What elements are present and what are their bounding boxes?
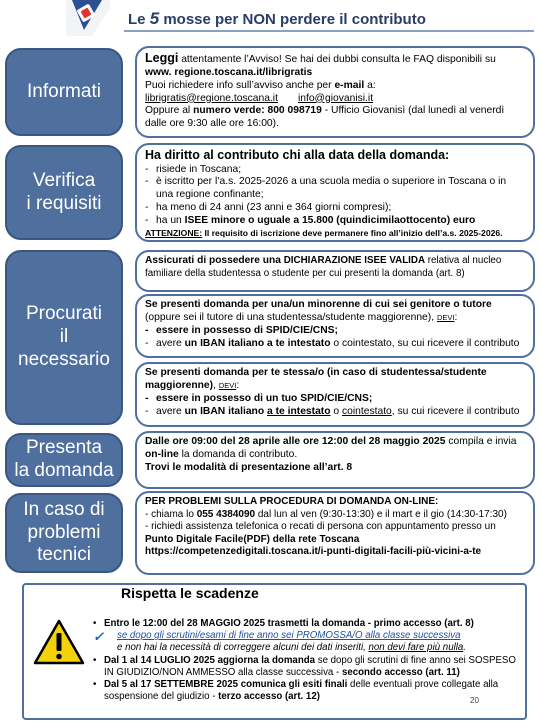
- page-number: 20: [470, 696, 479, 705]
- punti-digitali-link[interactable]: https://competenzedigitali.toscana.it/i-punti-digitali-facili-più-vicini-a-te: [145, 546, 482, 557]
- region-logo-icon: [62, 0, 114, 36]
- page-title: Le 5 mosse per NON perdere il contributo: [128, 9, 426, 28]
- step-label-procurati: Procurati il necessario: [5, 250, 123, 425]
- procurati-minorenne-box: Se presenti domanda per una/un minorenne di cui sei genitore o tutore (oppure sei il tutore di una studentessa/studente maggiorenne), DEVI: - essere in possesso di SPID/CIE/CNS; - avere un IBAN italiano a te intestato o cointestato, su cui ricevere il contributo: [135, 294, 535, 358]
- procurati-isee-box: Assicurati di possedere una DICHIARAZIONE ISEE VALIDA relativa al nucleo familiare della studentessa o studente per cui presenti la domanda (art. 8): [135, 250, 535, 292]
- informati-content: Leggi attentamente l’Avviso! Se hai dei dubbi consulta le FAQ disponibili su www. regione.toscana.it/librigratis Puoi richiedere info sull’avviso anche per e-mail a: librigratis@regione.toscana.it info@giovanisi.it Oppure al numero verde: 800 098719 - Ufficio Giovanisì (dal lunedì al venerdì dalle ore 9:30 alle ore 16:00).: [135, 46, 535, 138]
- warning-triangle-icon: [33, 618, 85, 666]
- checkmark-icon: ✓: [93, 629, 104, 645]
- email-link-librigratis[interactable]: librigratis@regione.toscana.it: [145, 92, 278, 104]
- presenta-content: Dalle ore 09:00 del 28 aprile alle ore 12:00 del 28 maggio 2025 compila e invia on-line la domanda di contributo. Trovi le modalità di presentazione all’art. 8: [135, 431, 535, 489]
- page-header: [0, 0, 541, 40]
- step-label-problemi: In caso di problemi tecnici: [5, 493, 123, 573]
- email-link-giovanisi[interactable]: info@giovanisi.it: [297, 92, 374, 104]
- step-label-informati: Informati: [5, 48, 123, 136]
- website-link[interactable]: www. regione.toscana.it/librigratis: [145, 66, 313, 78]
- verifica-content: Ha diritto al contributo chi alla data della domanda: - risiede in Toscana; - è iscritto per l’a.s. 2025-2026 a una scuola media o superiore in Toscana o in una regione confinante; - ha meno di 24 anni (23 anni e 364 giorni compresi); - ha un ISEE minore o uguale a 15.800 (quindicimilaottocento) euro ATTENZIONE: Il requisito di iscrizione deve permanere fino all’inizio dell’a.s. 2025-2026.: [135, 143, 535, 242]
- procurati-maggiorenne-box: Se presenti domanda per te stessa/o (in caso di studentessa/studente maggiorenne), DEVI: - essere in possesso di un tuo SPID/CIE/CNS; - avere un IBAN italiano a te intestato o cointestato, su cui ricevere il contributo: [135, 362, 535, 427]
- deadlines-list: • Entro le 12:00 del 28 MAGGIO 2025 trasmetti la domanda - primo accesso (art. 8) ✓ se dopo gli scrutini/esami di fine anno sei PROMOSSA/O alla classe successiva e non hai la necessità di correggere alcuni dei dati inseriti, non devi fare più nulla. • Dal 1 al 14 LUGLIO 2025 aggiorna la domanda se dopo gli scrutini di fine anno sei SOSPESO IN GIUDIZIO/NON AMMESSO alla classe successiva - secondo accesso (art. 11) • Dal 5 al 17 SETTEMBRE 2025 comunica gli esiti finali delle eventuali prove collegate alla sospensione del giudizio - terzo accesso (art. 12): [93, 603, 521, 704]
- step-label-verifica: Verifica i requisiti: [5, 145, 123, 240]
- title-underline: [124, 30, 534, 32]
- deadlines-title: Rispetta le scadenze: [121, 585, 259, 601]
- problemi-content: PER PROBLEMI SULLA PROCEDURA DI DOMANDA ON-LINE: - chiama lo 055 4384090 dal lun al ven (9:30-13:30) e il mart e il gio (14:30-17:30) - richiedi assistenza telefonica o recati di persona con appuntamento presso un Punto Digitale Facile(PDF) della rete Toscana https://competenzedigitali.toscana.it/i-punti-digitali-facili-più-vicini-a-te: [135, 491, 535, 575]
- step-label-presenta: Presenta la domanda: [5, 433, 123, 487]
